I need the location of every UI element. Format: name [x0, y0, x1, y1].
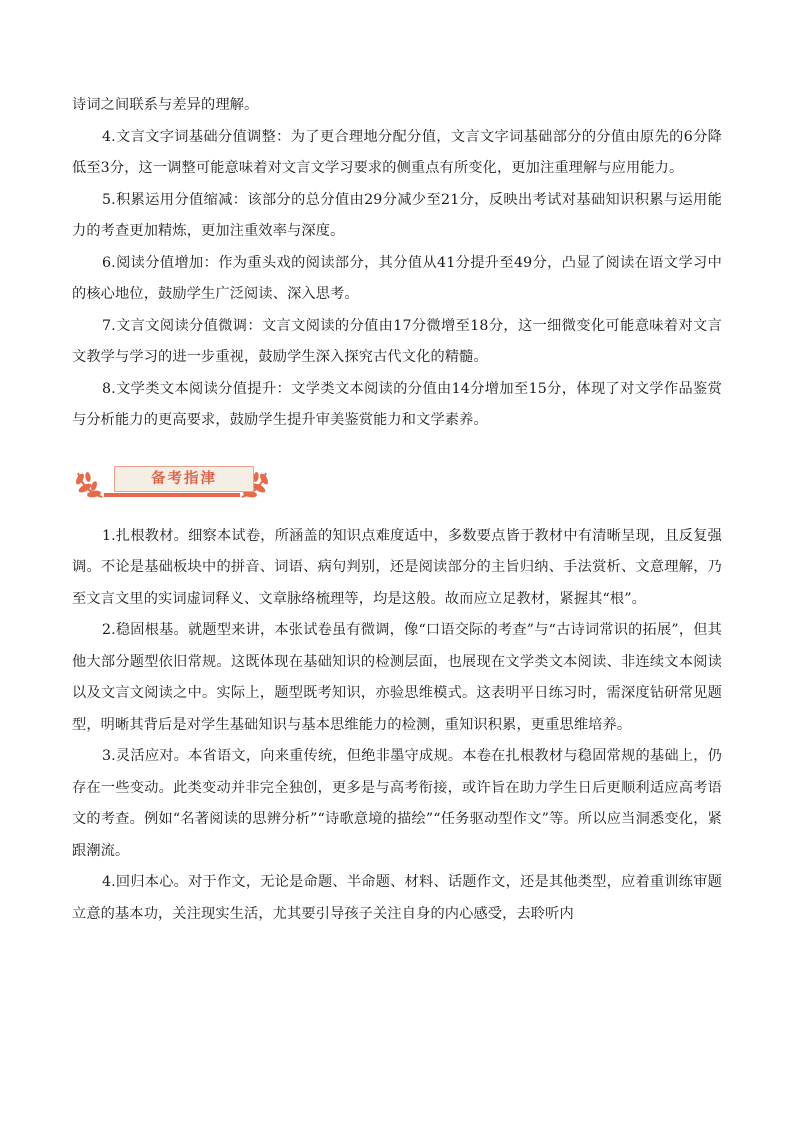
paragraph-tip-2: 2.稳固根基。就题型来讲，本张试卷虽有微调，像“口语交际的考查”与“古诗词常识的拓展”，但其他大部分题型依旧常规。这既体现在基础知识的检测层面，也展现在文学类文本阅读、非连续文本阅读以及文言文阅读之中。实际上，题型既考知识，亦验思维模式。这表明平日练习时，需深度钻研常见题型，明晰其背后是对学生基础知识与基本思维能力的检测，重知识积累，更重思维培养。 [72, 622, 722, 733]
section-header-banner [72, 457, 722, 505]
document-page [72, 90, 722, 930]
paragraph-item-7: 7.文言文阅读分值微调：文言文阅读的分值由17分微增至18分，这一细微变化可能意味着对文言文教学与学习的进一步重视，鼓励学生深入探究古代文化的精髓。 [72, 317, 722, 365]
section-title: 备考指津 [114, 466, 254, 492]
paragraph-item-6: 6.阅读分值增加：作为重头戏的阅读部分，其分值从41分提升至49分，凸显了阅读在语文学习中的核心地位，鼓励学生广泛阅读、深入思考。 [72, 254, 722, 302]
paragraph-tip-1: 1.扎根教材。细察本试卷，所涵盖的知识点难度适中，多数要点皆于教材中有清晰呈现，且反复强调。不论是基础板块中的拼音、词语、病句判别，还是阅读部分的主旨归纳、手法赏析、文意理解，乃至文言文里的实词虚词释义、文章脉络梳理等，均是这般。故而应立足教材，紧握其“根”。 [72, 527, 722, 607]
paragraph-tip-4: 4.回归本心。对于作文，无论是命题、半命题、材料、话题作文，还是其他类型，应着重训练审题立意的基本功，关注现实生活，尤其要引导孩子关注自身的内心感受，去聆听内 [72, 874, 722, 922]
paragraph-item-8: 8.文学类文本阅读分值提升：文学类文本阅读的分值由14分增加至15分，体现了对文学作品鉴赏与分析能力的更高要求，鼓励学生提升审美鉴赏能力和文学素养。 [72, 380, 722, 428]
paragraph-item-5: 5.积累运用分值缩减：该部分的总分值由29分减少至21分，反映出考试对基础知识积累与运用能力的考查更加精炼，更加注重效率与深度。 [72, 191, 722, 239]
paragraph-continuation: 诗词之间联系与差异的理解。 [72, 97, 259, 113]
paragraph-tip-3: 3.灵活应对。本省语文，向来重传统，但绝非墨守成规。本卷在扎根教材与稳固常规的基础上，仍存在一些变动。此类变动并非完全独创，更多是与高考衔接，或许旨在助力学生日后更顺利适应高考语文的考查。例如“名著阅读的思辨分析”“诗歌意境的描绘”“任务驱动型作文”等。所以应当洞悉变化，紧跟潮流。 [72, 748, 722, 859]
paragraph-item-4: 4.文言文字词基础分值调整：为了更合理地分配分值，文言文字词基础部分的分值由原先的6分降低至3分，这一调整可能意味着对文言文学习要求的侧重点有所变化，更加注重理解与应用能力。 [72, 128, 722, 176]
